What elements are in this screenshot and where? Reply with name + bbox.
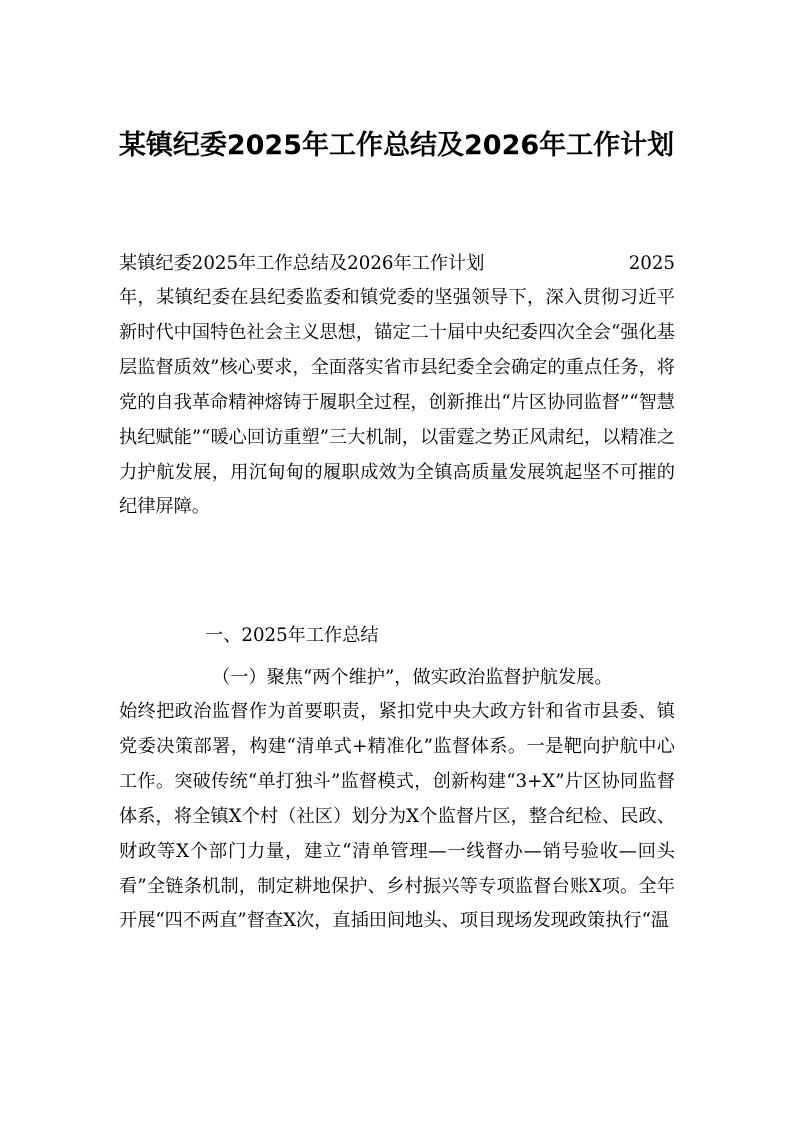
intro-paragraph: 年，某镇纪委在县纪委监委和镇党委的坚强领导下，深入贯彻习近平新时代中国特色社会主义思想，锚定二十届中央纪委四次全会“强化基层监督质效”核心要求，全面落实省市县纪委全会确定的重点任务，将党的自我革命精神熔铸于履职全过程，创新推出“片区协同监督”“智慧执纪赋能”“暖心回访重塑”三大机制，以雷霆之势正风肃纪，以精准之力护航发展，用沉甸甸的履职成效为全镇高质量发展筑起坚不可摧的纪律屏障。 [119,287,675,518]
subsection-heading: （一）聚焦“两个维护”，做实政治监督护航发展。 [212,667,613,688]
document-title: 某镇纪委2025年工作总结及2026年工作计划 [118,130,675,161]
lead-line-year: 2025 [628,253,675,274]
subsection-paragraph: 始终把政治监督作为首要职责，紧扣党中央大政方针和省市县委、镇党委决策部署，构建“清单式+精准化”监督体系。一是靶向护航中心工作。突破传统“单打独斗”监督模式，创新构建“3+X”片区协同监督体系，将全镇X个村（社区）划分为X个监督片区，整合纪检、民政、财政等X个部门力量，建立“清单管理—一线督办—销号验收—回头看”全链条机制，制定耕地保护、乡村振兴等专项监督台账X项。全年开展“四不两直”督查X次，直插田间地头、项目现场发现政策执行“温 [119,701,675,932]
section-heading: 一、2025年工作总结 [205,625,379,646]
lead-line-title: 某镇纪委2025年工作总结及2026年工作计划 [119,253,485,274]
lead-line [119,246,675,281]
